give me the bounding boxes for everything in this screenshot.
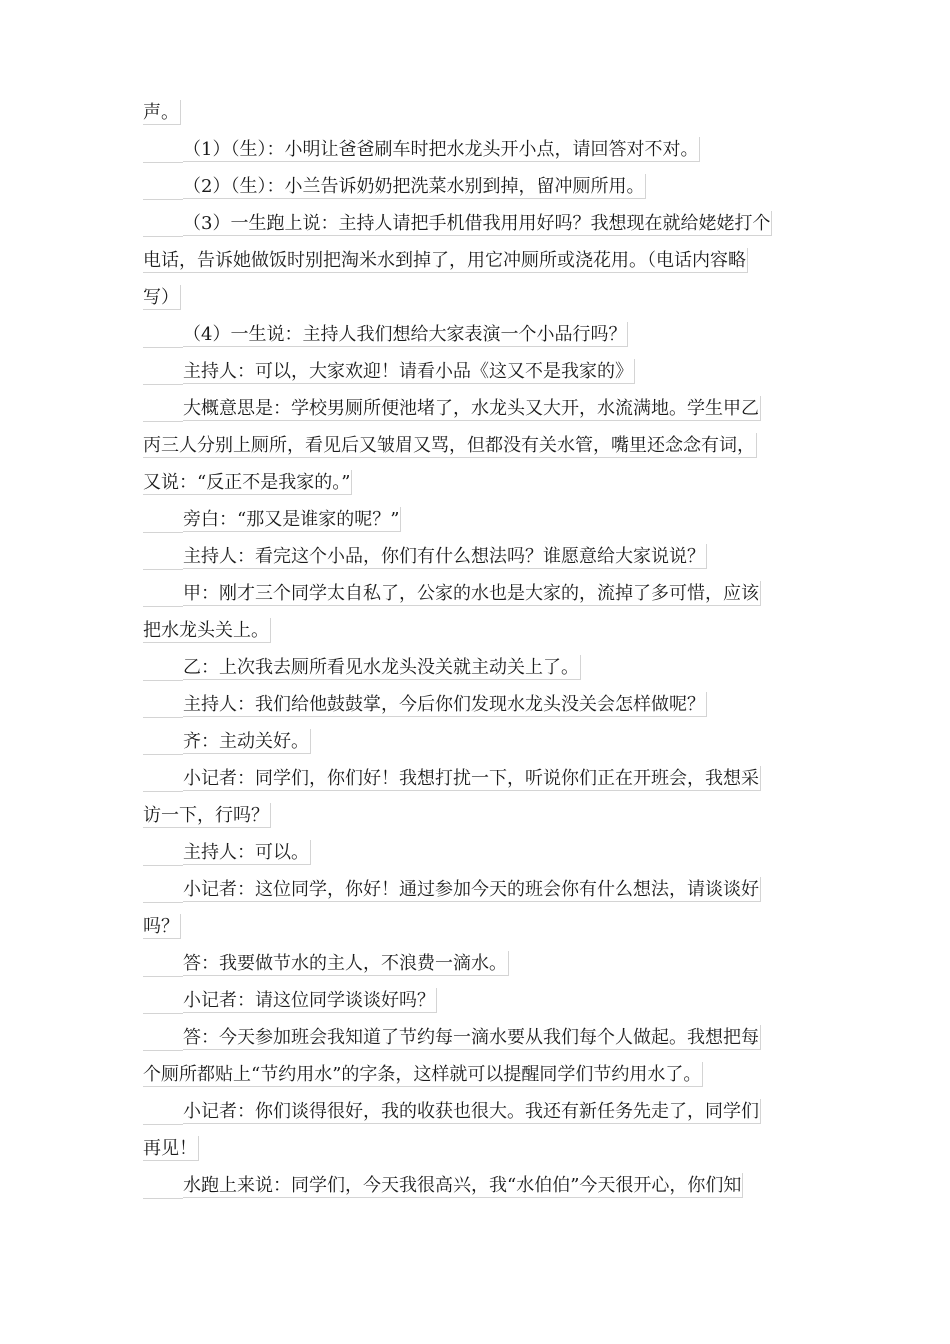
text-line-content: 水跑上来说：同学们，今天我很高兴，我“水伯伯”今天很开心，你们知 [183,1175,742,1196]
text-line-content: 小记者：请这位同学谈谈好吗？ [183,990,435,1011]
text-line [143,1056,808,1093]
text-line [143,390,808,427]
text-line [143,464,808,501]
text-line-content: 乙：上次我去厕所看见水龙头没关就主动关上了。 [183,657,579,678]
text-line-content: 主持人：看完这个小品，你们有什么想法吗？谁愿意给大家说说？ [183,546,705,567]
text-line [143,131,808,168]
text-line [143,353,808,390]
text-line [143,575,808,612]
text-line-content: 小记者：同学们，你们好！我想打扰一下，听说你们正在开班会，我想采 [183,768,759,789]
text-line [143,612,808,649]
text-line-content: 主持人：可以。 [183,842,309,863]
text-line [143,1019,808,1056]
document-body [143,94,808,1204]
text-line-content: 把水龙头关上。 [143,620,269,641]
text-line-content: 电话，告诉她做饭时别把淘米水到掉了，用它冲厕所或浇花用。（电话内容略 [143,250,746,271]
text-line-content: 齐：主动关好。 [183,731,309,752]
text-line [143,723,808,760]
text-line [143,501,808,538]
text-line-content: 答：今天参加班会我知道了节约每一滴水要从我们每个人做起。我想把每 [183,1027,759,1048]
text-line [143,242,808,279]
text-line-content: 主持人：我们给他鼓鼓掌，今后你们发现水龙头没关会怎样做呢？ [183,694,705,715]
text-line-content: 再见！ [143,1138,197,1159]
text-line [143,982,808,1019]
text-line [143,649,808,686]
text-line-content: 小记者：这位同学，你好！通过参加今天的班会你有什么想法，请谈谈好 [183,879,759,900]
text-line [143,834,808,871]
text-line [143,168,808,205]
text-line-content: 小记者：你们谈得很好，我的收获也很大。我还有新任务先走了，同学们 [183,1101,759,1122]
text-line [143,538,808,575]
text-line [143,205,808,242]
text-line [143,94,808,131]
text-line-content: 声。 [143,102,179,123]
text-line-content: （4）一生说：主持人我们想给大家表演一个小品行吗？ [183,324,627,345]
text-line-content: 甲：刚才三个同学太自私了，公家的水也是大家的，流掉了多可惜，应该 [183,583,759,604]
text-line [143,760,808,797]
text-line [143,1130,808,1167]
text-line-content: 旁白：“那又是谁家的呢？” [183,509,400,530]
text-line [143,797,808,834]
text-line [143,279,808,316]
text-line-content: 个厕所都贴上“节约用水”的字条，这样就可以提醒同学们节约用水了。 [143,1064,702,1085]
text-line-content: 吗？ [143,916,179,937]
text-line-content: （3）一生跑上说：主持人请把手机借我用用好吗？我想现在就给姥姥打个 [183,213,771,234]
text-line-content: 丙三人分别上厕所，看见后又皱眉又骂，但都没有关水管，嘴里还念念有词， [143,435,755,456]
text-line-content: 写） [143,287,179,308]
text-line-content: 答：我要做节水的主人，不浪费一滴水。 [183,953,507,974]
text-line [143,871,808,908]
text-line-content: （2）（生）：小兰告诉奶奶把洗菜水别到掉，留冲厕所用。 [183,176,645,197]
text-line [143,427,808,464]
text-line [143,945,808,982]
text-line-content: 主持人：可以，大家欢迎！请看小品《这又不是我家的》 [183,361,633,382]
text-line [143,908,808,945]
text-line [143,1093,808,1130]
text-line-content: （1）（生）：小明让爸爸刷车时把水龙头开小点，请回答对不对。 [183,139,699,160]
text-line [143,1167,808,1204]
text-line [143,686,808,723]
text-line-content: 又说：“反正不是我家的。” [143,472,351,493]
text-line-content: 访一下，行吗？ [143,805,269,826]
text-line-content: 大概意思是：学校男厕所便池堵了，水龙头又大开，水流满地。学生甲乙 [183,398,759,419]
text-line [143,316,808,353]
